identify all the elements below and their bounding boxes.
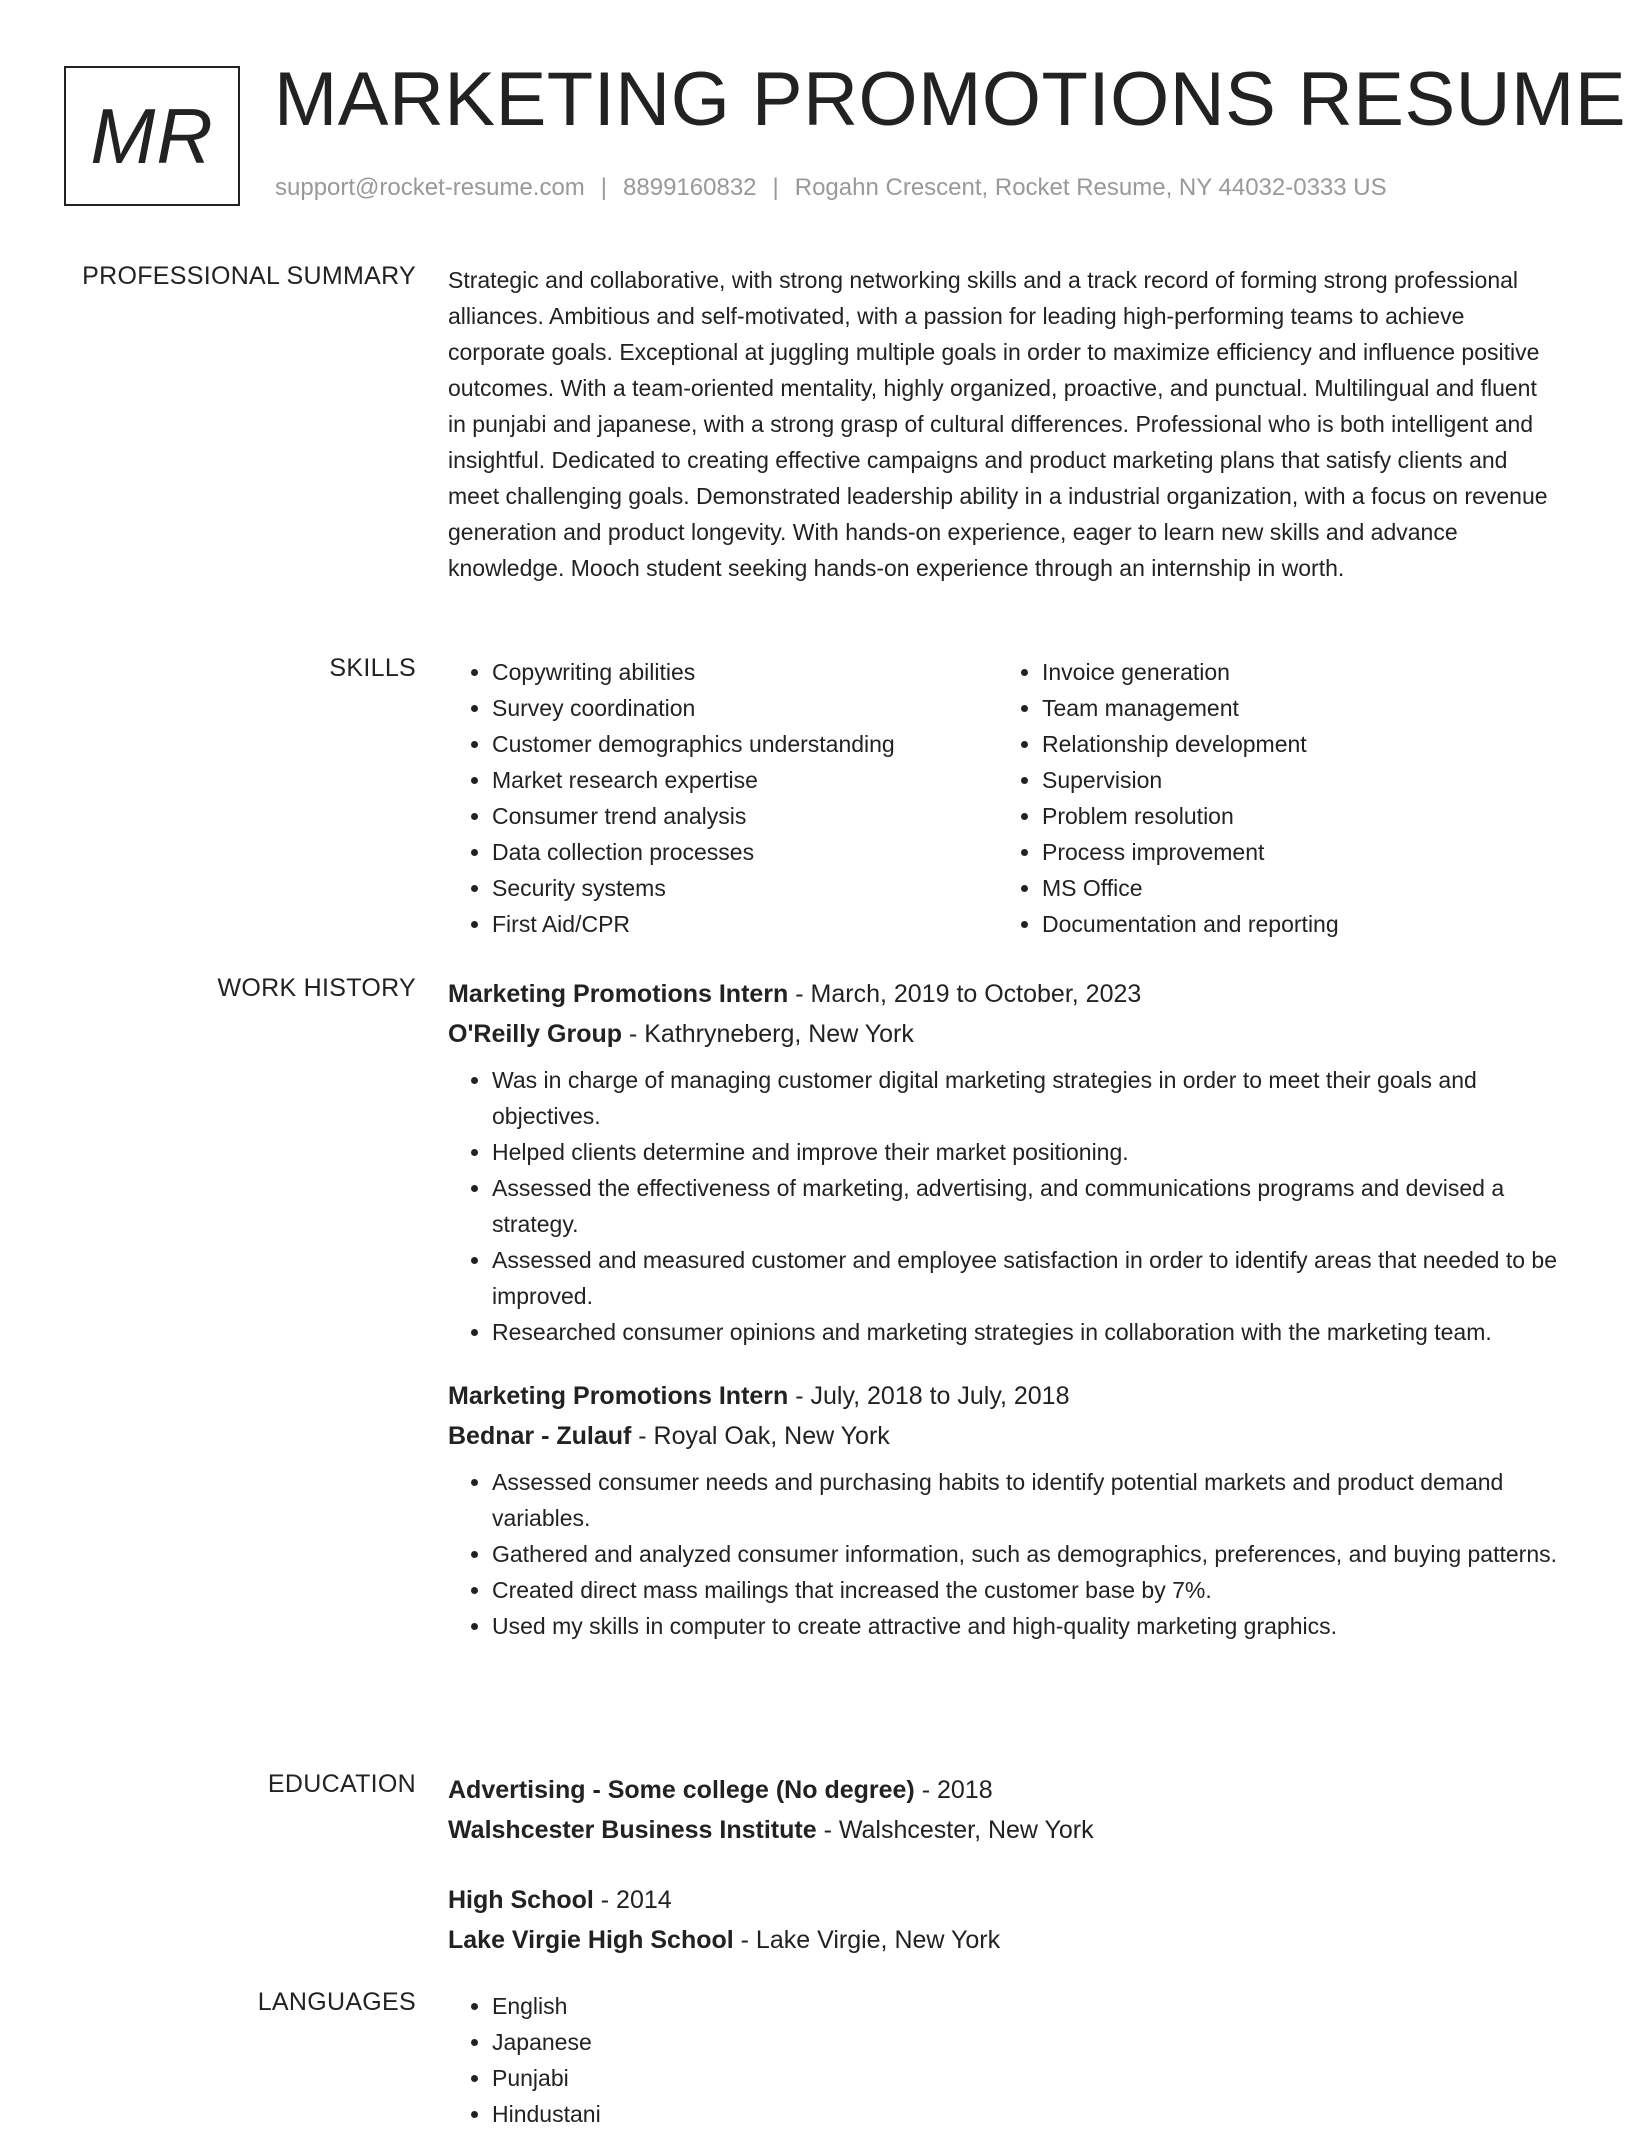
skill-item: • Customer demographics understanding [492, 726, 998, 762]
job-company: O'Reilly Group [448, 1020, 623, 1048]
skill-item: • Invoice generation [1042, 654, 1548, 690]
job-bullet: • Was in charge of managing customer digital marketing strategies in order to meet their goals and objectives. [492, 1062, 1568, 1134]
skill-item: • Security systems [492, 870, 998, 906]
resume-title: MARKETING PROMOTIONS RESUME [274, 57, 1627, 142]
job-bullet: • Gathered and analyzed consumer information, such as demographics, preferences, and buying patterns. [492, 1536, 1568, 1572]
contact-separator: | [772, 174, 779, 201]
skill-item: • Copywriting abilities [492, 654, 998, 690]
education-school: Walshcester Business Institute [448, 1816, 817, 1844]
job-entry [448, 974, 1568, 1350]
job-role: Marketing Promotions Intern [448, 980, 789, 1008]
job-company: Bednar - Zulauf [448, 1422, 632, 1450]
skill-item: • Survey coordination [492, 690, 998, 726]
job-company-line [448, 1014, 1568, 1054]
language-item: • Punjabi [492, 2060, 1568, 2096]
contact-email[interactable]: support@rocket-resume.com [275, 174, 585, 201]
section-title-summary: PROFESSIONAL SUMMARY [82, 262, 416, 290]
job-bullet: • Assessed consumer needs and purchasing habits to identify potential markets and product demand variables. [492, 1464, 1568, 1536]
section-title-languages: LANGUAGES [257, 1988, 416, 2016]
education-entry [448, 1880, 1568, 1960]
skill-item: • MS Office [1042, 870, 1548, 906]
contact-address: Rogahn Crescent, Rocket Resume, NY 44032-0333 US [794, 174, 1387, 201]
section-title-skills: SKILLS [329, 654, 416, 682]
section-title-work: WORK HISTORY [217, 974, 416, 1002]
education-school-line [448, 1920, 1568, 1960]
skill-item: • Documentation and reporting [1042, 906, 1548, 942]
skill-item: • Supervision [1042, 762, 1548, 798]
skills-column-left [448, 654, 998, 942]
education-entry [448, 1770, 1568, 1850]
job-location: - Kathryneberg, New York [622, 1020, 914, 1048]
job-entry [448, 1376, 1568, 1644]
education-year: - 2014 [593, 1886, 672, 1914]
monogram-initials: MR [90, 91, 214, 180]
skill-item: • Team management [1042, 690, 1548, 726]
job-role-line [448, 1376, 1568, 1416]
skills-column-right [998, 654, 1548, 942]
education-location: - Walshcester, New York [816, 1816, 1094, 1844]
language-item: • Hindustani [492, 2096, 1568, 2132]
education-year: - 2018 [914, 1776, 993, 1804]
skill-item: • Relationship development [1042, 726, 1548, 762]
education-school: Lake Virgie High School [448, 1926, 734, 1954]
education-location: - Lake Virgie, New York [733, 1926, 1001, 1954]
summary-text: Strategic and collaborative, with strong networking skills and a track record of forming strong professional alliances. Ambitious and self-motivated, with a passion for leading high-performing teams to achieve corporate goals. Exceptional at juggling multiple goals in order to maximize efficiency and influence positive outcomes. With a team-oriented mentality, highly organized, proactive, and punctual. Multilingual and fluent in punjabi and japanese, with a strong grasp of cultural differences. Professional who is both intelligent and insightful. Dedicated to creating effective campaigns and product marketing plans that satisfy clients and meet challenging goals. Demonstrated leadership ability in a industrial organization, with a focus on revenue generation and product longevity. With hands-on experience, eager to learn new skills and advance knowledge. Mooch student seeking hands-on experience through an internship in worth. [448, 267, 1548, 581]
monogram-box [64, 66, 240, 206]
job-bullets [448, 1464, 1568, 1644]
skills-list-left [448, 654, 998, 942]
job-company-line [448, 1416, 1568, 1456]
skill-item: • Problem resolution [1042, 798, 1548, 834]
section-title-education: EDUCATION [267, 1770, 416, 1798]
education-school-line [448, 1810, 1568, 1850]
summary-body [448, 262, 1568, 586]
skill-item: • Process improvement [1042, 834, 1548, 870]
job-location: - Royal Oak, New York [631, 1422, 890, 1450]
language-item: • Japanese [492, 2024, 1568, 2060]
education-degree: High School [448, 1886, 594, 1914]
job-bullet: • Helped clients determine and improve their market positioning. [492, 1134, 1568, 1170]
contact-separator: | [600, 174, 608, 201]
skills-list-right [998, 654, 1548, 942]
language-item: • English [492, 1988, 1568, 2024]
job-bullet: • Assessed and measured customer and employee satisfaction in order to identify areas that needed to be improved. [492, 1242, 1568, 1314]
job-bullet: • Used my skills in computer to create attractive and high-quality marketing graphics. [492, 1608, 1568, 1644]
job-bullet: • Assessed the effectiveness of marketing, advertising, and communications programs and devised a strategy. [492, 1170, 1568, 1242]
skill-item: • Consumer trend analysis [492, 798, 998, 834]
job-bullets [448, 1062, 1568, 1350]
education-degree-line [448, 1770, 1568, 1810]
languages-body [448, 1988, 1568, 2132]
skill-item: • First Aid/CPR [492, 906, 998, 942]
education-degree-line [448, 1880, 1568, 1920]
education-body [448, 1770, 1568, 1960]
job-bullet: • Researched consumer opinions and marketing strategies in collaboration with the marketing team. [492, 1314, 1568, 1350]
contact-line [275, 174, 1387, 202]
skills-columns [448, 654, 1568, 942]
work-body [448, 974, 1568, 1644]
languages-list [448, 1988, 1568, 2132]
job-role: Marketing Promotions Intern [448, 1382, 789, 1410]
contact-phone[interactable]: 8899160832 [623, 174, 757, 201]
job-dates: - July, 2018 to July, 2018 [788, 1382, 1070, 1410]
job-bullet: • Created direct mass mailings that increased the customer base by 7%. [492, 1572, 1568, 1608]
skills-body [448, 654, 1568, 942]
education-degree: Advertising - Some college (No degree) [448, 1776, 915, 1804]
skill-item: • Data collection processes [492, 834, 998, 870]
job-dates: - March, 2019 to October, 2023 [788, 980, 1142, 1008]
job-role-line [448, 974, 1568, 1014]
skill-item: • Market research expertise [492, 762, 998, 798]
